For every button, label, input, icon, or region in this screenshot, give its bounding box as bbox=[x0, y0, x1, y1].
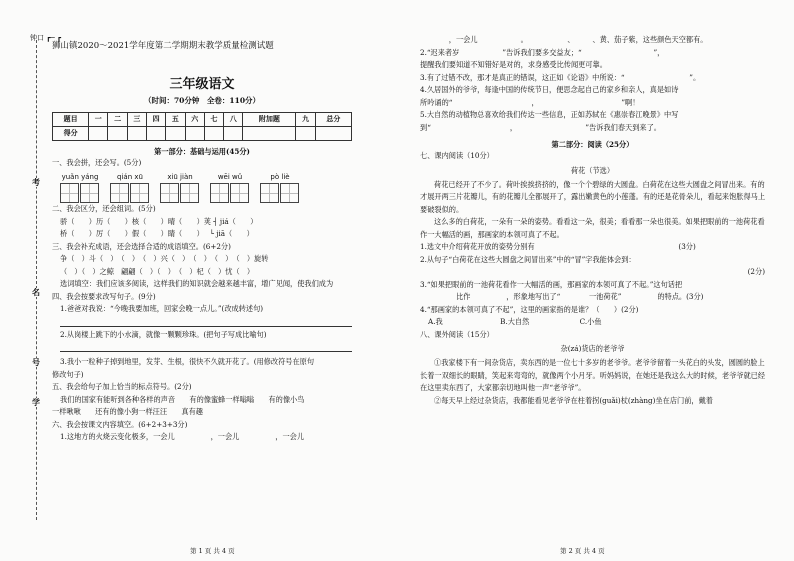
score-header-cell: 一 bbox=[89, 112, 108, 126]
q3-row: （ ）（ ）之鲸 翩翩（ ）（ ） （ ）杞（ ）忧（ ） bbox=[60, 266, 255, 276]
score-row-label: 得分 bbox=[53, 126, 89, 140]
reading-question-score: (2分) bbox=[747, 267, 765, 276]
fill-line: 所吟诵的“ ， ”啊！ bbox=[420, 97, 640, 107]
score-header-cell: 四 bbox=[147, 112, 166, 126]
tian-grid-row bbox=[52, 183, 352, 203]
passage-title: 杂(zá)货店的老爷爷 bbox=[560, 344, 625, 353]
score-header-cell: 总分 bbox=[315, 112, 351, 126]
score-header-cell: 五 bbox=[166, 112, 185, 126]
score-header-cell: 九 bbox=[296, 112, 315, 126]
reading-question: 比作 ，形象地写出了“ 一池荷花” 的特点。(3分) bbox=[420, 292, 704, 301]
passage-paragraph: 荷花已经开了不少了。荷叶挨挨挤挤的，像一个个碧绿的大圆盘。白荷花在这些大圆盘之间冒出来。有的才展开两三片花瓣儿，有的花瓣儿全都展开了，露出嫩黄色的小莲蓬。有的还是花骨朵儿，看起来饱胀得马上要破裂似的。 bbox=[420, 179, 766, 214]
part2-heading: 第二部分：阅读（25分） bbox=[551, 140, 634, 149]
score-header-cell: 二 bbox=[108, 112, 127, 126]
q6-title: 六、我会按课文内容填空。(6+2+3+3分) bbox=[52, 419, 188, 429]
pinyin: xiū jiàn bbox=[167, 173, 193, 181]
cut-line bbox=[36, 40, 37, 520]
answer-grid[interactable] bbox=[110, 183, 150, 203]
binding-label: 考 bbox=[32, 177, 40, 187]
q5-line: 一样啾啾 还有的像小狗一样汪汪 真有趣 bbox=[52, 407, 203, 416]
q2-row: 桥（ ）厉（ ）假（ ）睛（ ） └ jiā（ ） bbox=[60, 229, 254, 238]
left-column bbox=[52, 34, 352, 444]
page-number-left: 第 1 页 共 4 页 bbox=[190, 547, 235, 555]
q1-title: 一、我会拼，还会写。(5分) bbox=[52, 157, 142, 167]
header-mark: 钟口 ┏─ ┏ bbox=[30, 34, 62, 42]
q3-fill: 选词填空：我们应该多阅读，这样我们的知识就会越来越丰富，增广见闻，使我们成为 bbox=[60, 279, 334, 288]
binding-label: 名 bbox=[32, 287, 40, 297]
q8-title: 八、课外阅读（15分） bbox=[420, 329, 494, 339]
score-header-cell: 八 bbox=[224, 112, 243, 126]
pinyin: wēi wǔ bbox=[217, 173, 243, 181]
pinyin-row bbox=[52, 173, 352, 181]
passage-title: 荷花（节选） bbox=[570, 165, 615, 175]
q2-title: 二、我会区分，还会组词。(5分) bbox=[52, 204, 156, 213]
binding-margin bbox=[30, 40, 42, 520]
reading-question: 2.从句子“白荷花在这些大圆盘之间冒出来”中的“冒”字我能体会到： bbox=[420, 254, 636, 264]
exam-title: 狮山镇2020～2021学年度第二学期期末教学质量检测试题 bbox=[52, 41, 274, 51]
exam-info: （时间：70分钟 全卷：110分） bbox=[143, 95, 261, 105]
answer-grid[interactable] bbox=[160, 183, 200, 203]
answer-grid[interactable] bbox=[60, 183, 100, 203]
q5-title: 五、我会给句子加上恰当的标点符号。(2分) bbox=[52, 382, 192, 391]
choice-options: A.我 B.大自然 C.小鱼 bbox=[428, 317, 602, 326]
answer-grid[interactable] bbox=[260, 183, 300, 203]
score-header-cell: 附加题 bbox=[243, 112, 296, 126]
q5-line: 我们的国家有能听到各种各样的声音 有的像蜜蜂一样嗡嗡 有的像小鸟 bbox=[60, 394, 305, 404]
passage-paragraph: ①我家楼下有一间杂货店，卖东西的是一位七十多岁的老爷爷。老爷爷留着一头花白的头发，圆圆的脸上长着一双细长的眼睛，笑起来弯弯的，就像两个小月牙。听妈妈说，在她还是我这么大的时候，老爷爷就已经在这里卖东西了，大家都亲切地叫他一声“老爷爷”。 bbox=[420, 358, 766, 392]
passage-paragraph: 这么多的白荷花，一朵有一朵的姿势。看看这一朵，很美；看看那一朵也很美。如果把眼前的一池荷花看作一大幅活的画，那画家的本领可真了不起。 bbox=[420, 217, 765, 239]
passage-paragraph: ②每天早上经过杂货店，我都能看见老爷爷在柱着拐(guǎi)杖(zhàng)坐在店门前，戴着 bbox=[434, 395, 713, 405]
page-number-right: 第 2 页 共 4 页 bbox=[560, 547, 605, 555]
fill-line: 3.有了过错不改，那才是真正的错误，这正如《论语》中所说：“ ”。 bbox=[420, 72, 701, 82]
reading-question: 1.选文中介绍荷花开放的姿势分别有 (3分) bbox=[420, 242, 696, 251]
pinyin: qián xū bbox=[117, 173, 143, 181]
score-header-cell: 七 bbox=[204, 112, 223, 126]
score-table bbox=[52, 112, 352, 141]
fill-line: 5.大自然的动植物总喜欢给我们传达一些信息，正如苏轼在《惠崇春江晚景》中写 bbox=[420, 110, 679, 119]
q4-item: 2.从岗楼上跳下的小水滴，就像一颗颗珍珠。(把句子写成比喻句) bbox=[60, 329, 267, 339]
q4-item: 3.我小一粒种子掉到地里，发芽、生根，很快不久就开花了。(用修改符号在原句 bbox=[60, 357, 315, 366]
score-header-cell: 六 bbox=[185, 112, 204, 126]
answer-line[interactable] bbox=[60, 318, 352, 327]
fill-line: ，一会儿 。 、 、黄、茄子紫，这些颜色天空都有。 bbox=[420, 35, 708, 44]
score-header-cell: 三 bbox=[127, 112, 146, 126]
fill-line: 提醒我们要知道不知错好是对的，求身感受比传闻更可靠。 bbox=[420, 60, 607, 69]
fill-line: 2.“迟来者岁 ”告诉我们要多交益友；“ ”， bbox=[420, 47, 665, 57]
q4-item: 修改句子) bbox=[52, 369, 84, 379]
fill-line: 到“ ， ”告诉我们春天到来了。 bbox=[420, 122, 661, 132]
fill-line: 4.久居国外的爷爷，每逢中国的传统节日，便思念起自己的家乡和亲人，真是如诗 bbox=[420, 85, 679, 94]
q6-item: 1.这地方的火烧云变化极多，一会儿 ，一会儿 ，一会儿 bbox=[60, 432, 305, 441]
right-column bbox=[420, 34, 765, 407]
reading-question: 3.“如果把眼前的一池荷花看作一大幅活的画，那画家的本领可真了不起。”这句话把 bbox=[420, 279, 683, 289]
pinyin: yuǎn yáng bbox=[61, 173, 99, 181]
reading-question: 4.“那画家的本领可真了不起”，这里的画家指的是谁？（ ）(2分) bbox=[420, 304, 639, 314]
q3-title: 三、我会补充成语，还会选择合适的成语填空。(6+2分) bbox=[52, 241, 231, 251]
answer-line[interactable] bbox=[60, 343, 352, 352]
score-header-cell: 题目 bbox=[53, 112, 89, 126]
binding-label: 学 bbox=[32, 397, 40, 407]
q3-row: 争（ ）斗（ ） （ ） （ ）兴（ ） （ ） （ ） （ ）旋转 bbox=[60, 254, 269, 263]
q4-title: 四、我会按要求改写句子。(9分) bbox=[52, 291, 156, 301]
binding-label: 号 bbox=[32, 357, 40, 367]
part1-heading: 第一部分：基础与运用(45分) bbox=[154, 146, 250, 156]
subject-title: 三年级语文 bbox=[169, 76, 235, 92]
answer-grid[interactable] bbox=[210, 183, 250, 203]
q2-row: 骄（ ）历（ ）核（ ）晴（ ）荚 ┤ jiá（ ） bbox=[60, 216, 258, 226]
q4-item: 1.爸爸对我说：“今晚我要加班，回家会晚一点儿。”(改成转述句) bbox=[60, 304, 264, 313]
pinyin: pò liè bbox=[270, 173, 290, 181]
q7-title: 七、课内阅读（10分） bbox=[420, 151, 494, 160]
